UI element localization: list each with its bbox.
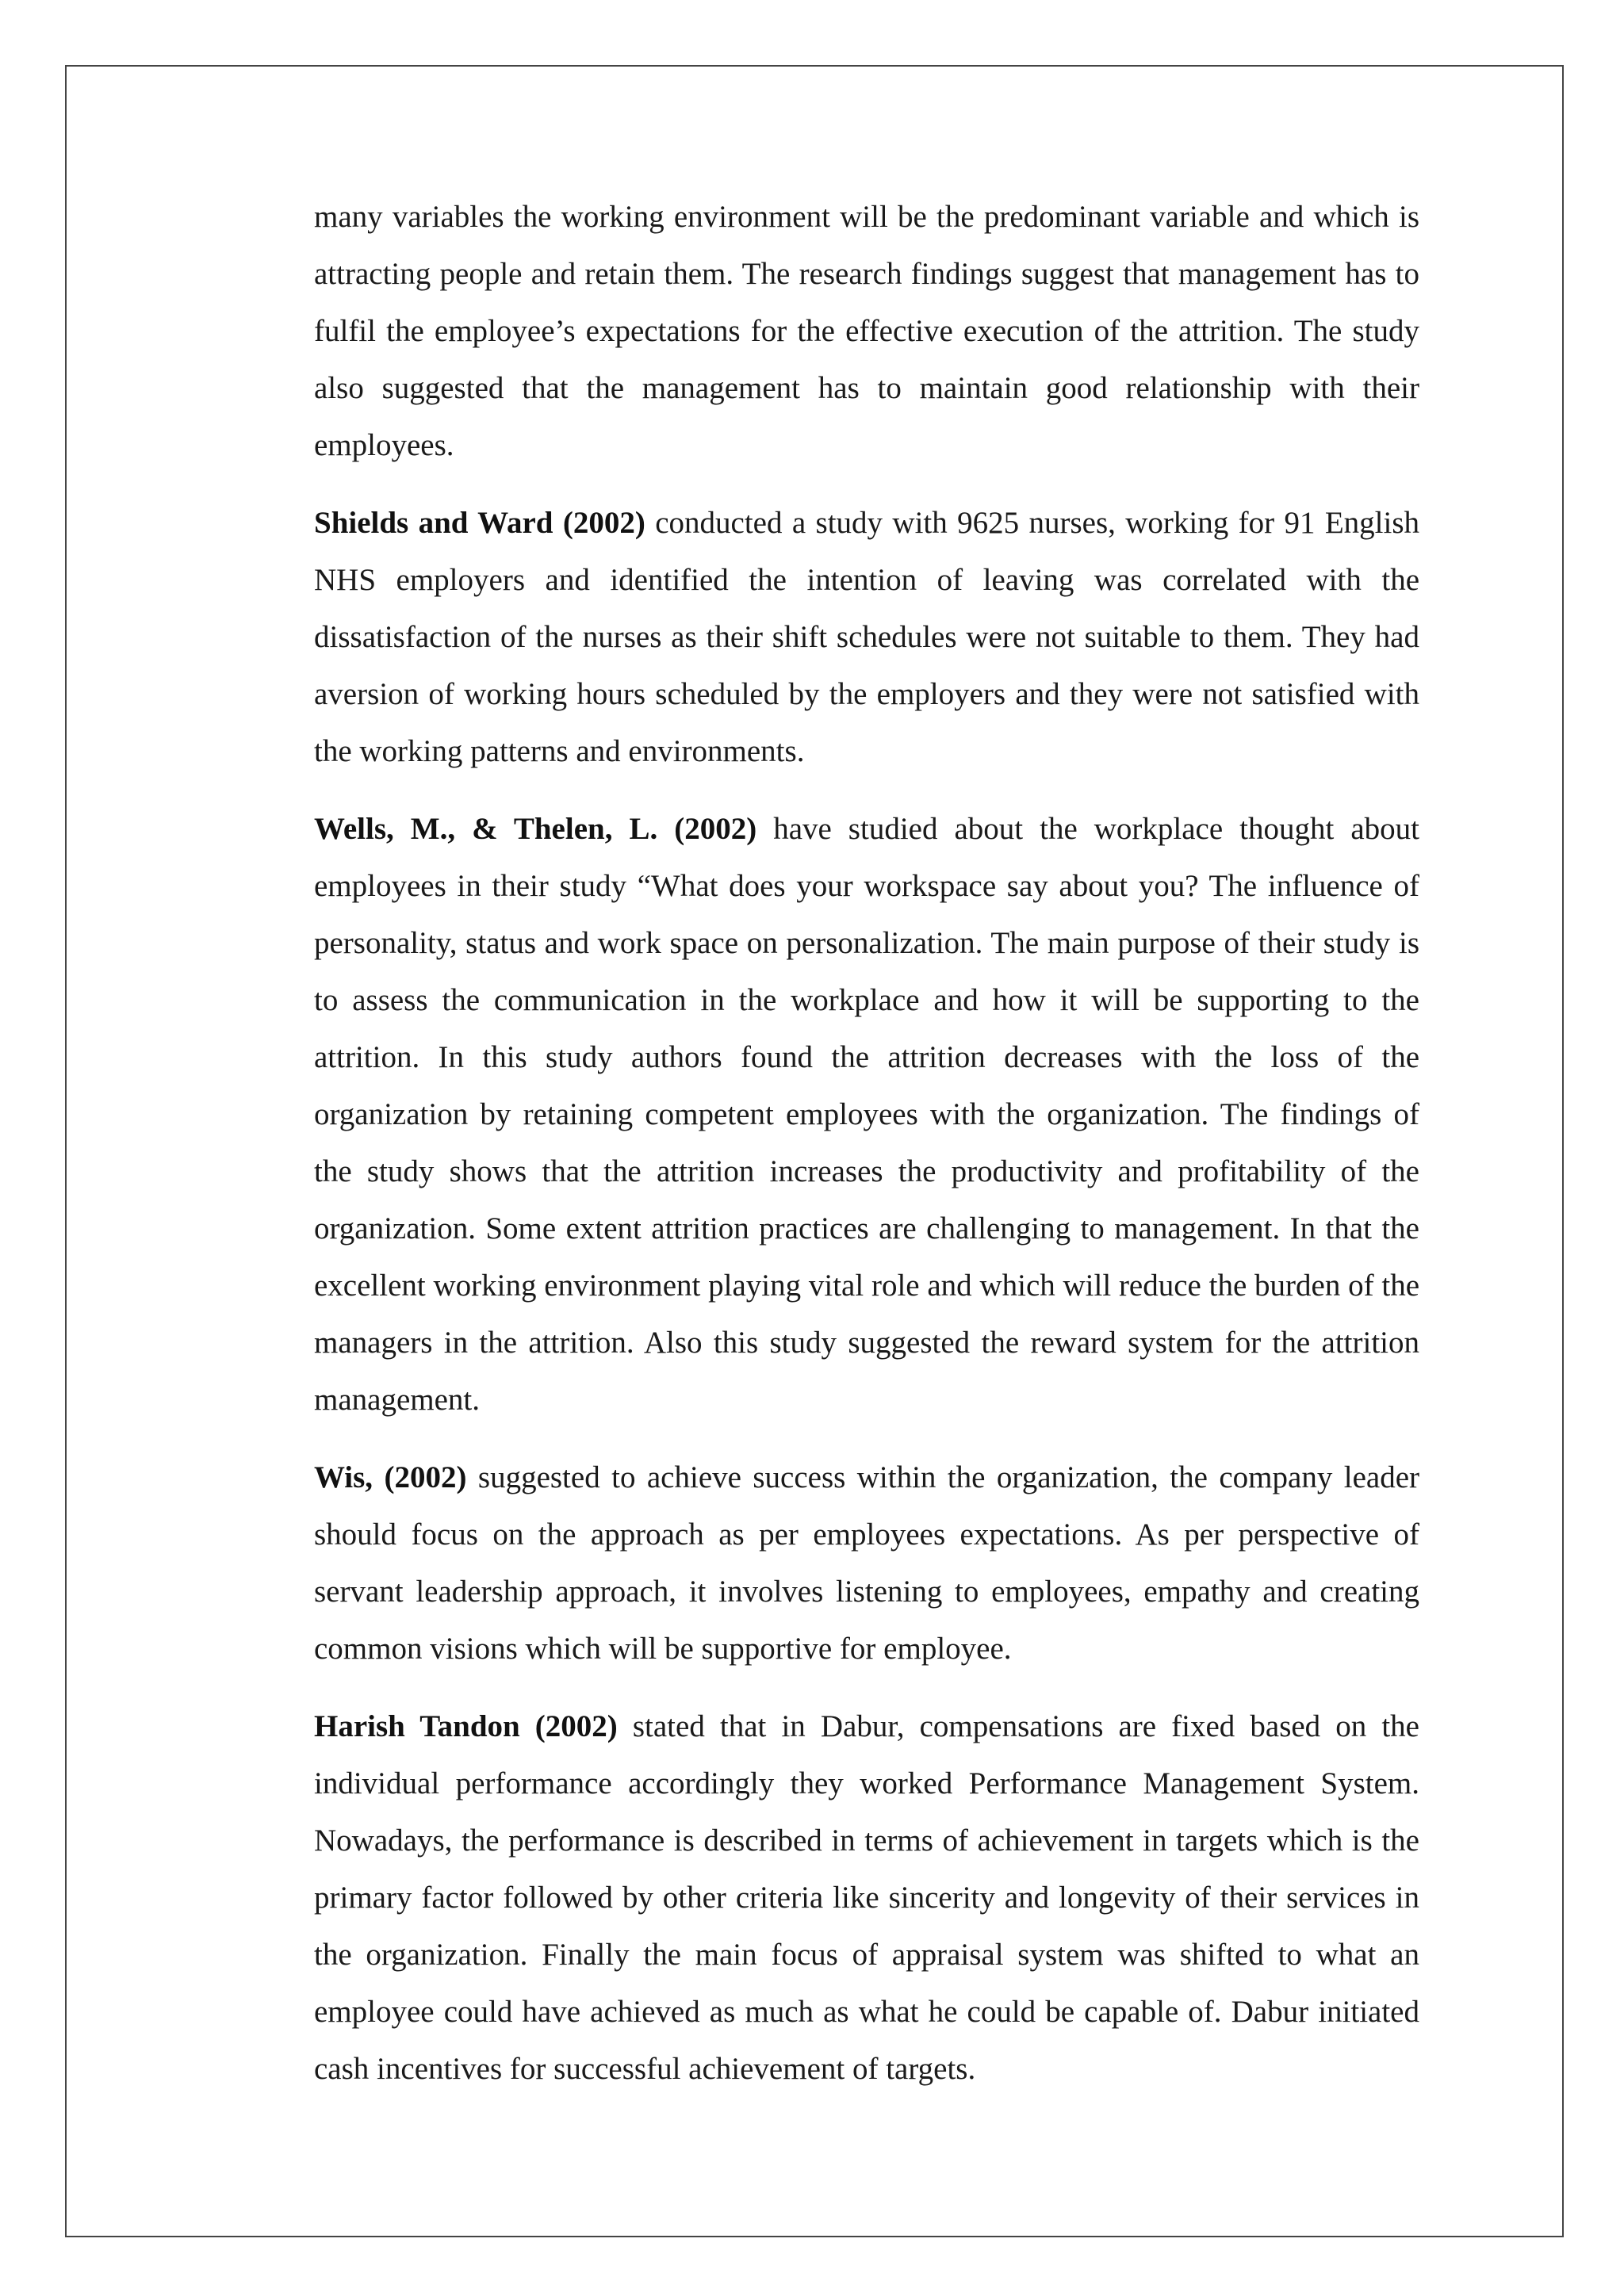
paragraph-wells-thelen [314, 801, 1419, 1429]
paragraph-text: conducted a study with 9625 nurses, working for 91 English NHS employers and identified the intention of leaving was correlated with the dissatisfaction of the nurses as their shift schedules were not suitable to them. They had aversion of working hours scheduled by the employers and they were not satisfied with the working patterns and environments. [314, 506, 1419, 768]
citation-author: Harish Tandon (2002) [314, 1709, 618, 1743]
paragraph-text: suggested to achieve success within the organization, the company leader should focus on the approach as per employees expectations. As per perspective of servant leadership approach, it involves listening to employees, empathy and creating common visions which will be supportive for employee. [314, 1460, 1419, 1666]
citation-author: Wells, M., & Thelen, L. (2002) [314, 812, 757, 846]
paragraph-continuation [314, 189, 1419, 474]
paragraph-wis [314, 1449, 1419, 1678]
paragraph-text: have studied about the workplace thought about employees in their study “What does your workspace say about you? The influence of personality, status and work space on personalization. The main purpose of their study is to assess the communication in the workplace and how it will be supporting to the attrition. In this study authors found the attrition decreases with the loss of the organization by retaining competent employees with the organization. The findings of the study shows that the attrition increases the productivity and profitability of the organization. Some extent attrition practices are challenging to management. In that the excellent working environment playing vital role and which will reduce the burden of the managers in the attrition. Also this study suggested the reward system for the attrition management. [314, 812, 1419, 1417]
paragraph-shields-ward [314, 495, 1419, 780]
document-body [314, 189, 1419, 2118]
citation-author: Wis, (2002) [314, 1460, 467, 1494]
paragraph-harish-tandon [314, 1698, 1419, 2098]
citation-author: Shields and Ward (2002) [314, 506, 645, 540]
paragraph-text: many variables the working environment will be the predominant variable and which is attracting people and retain them. The research findings suggest that management has to fulfil the employee’s expectations for the effective execution of the attrition. The study also suggested that the management has to maintain good relationship with their employees. [314, 200, 1419, 462]
paragraph-text: stated that in Dabur, compensations are fixed based on the individual performance accordingly they worked Performance Management System. Nowadays, the performance is described in terms of achievement in targets which is the primary factor followed by other criteria like sincerity and longevity of their services in the organization. Finally the main focus of appraisal system was shifted to what an employee could have achieved as much as what he could be capable of. Dabur initiated cash incentives for successful achievement of targets. [314, 1709, 1419, 2086]
